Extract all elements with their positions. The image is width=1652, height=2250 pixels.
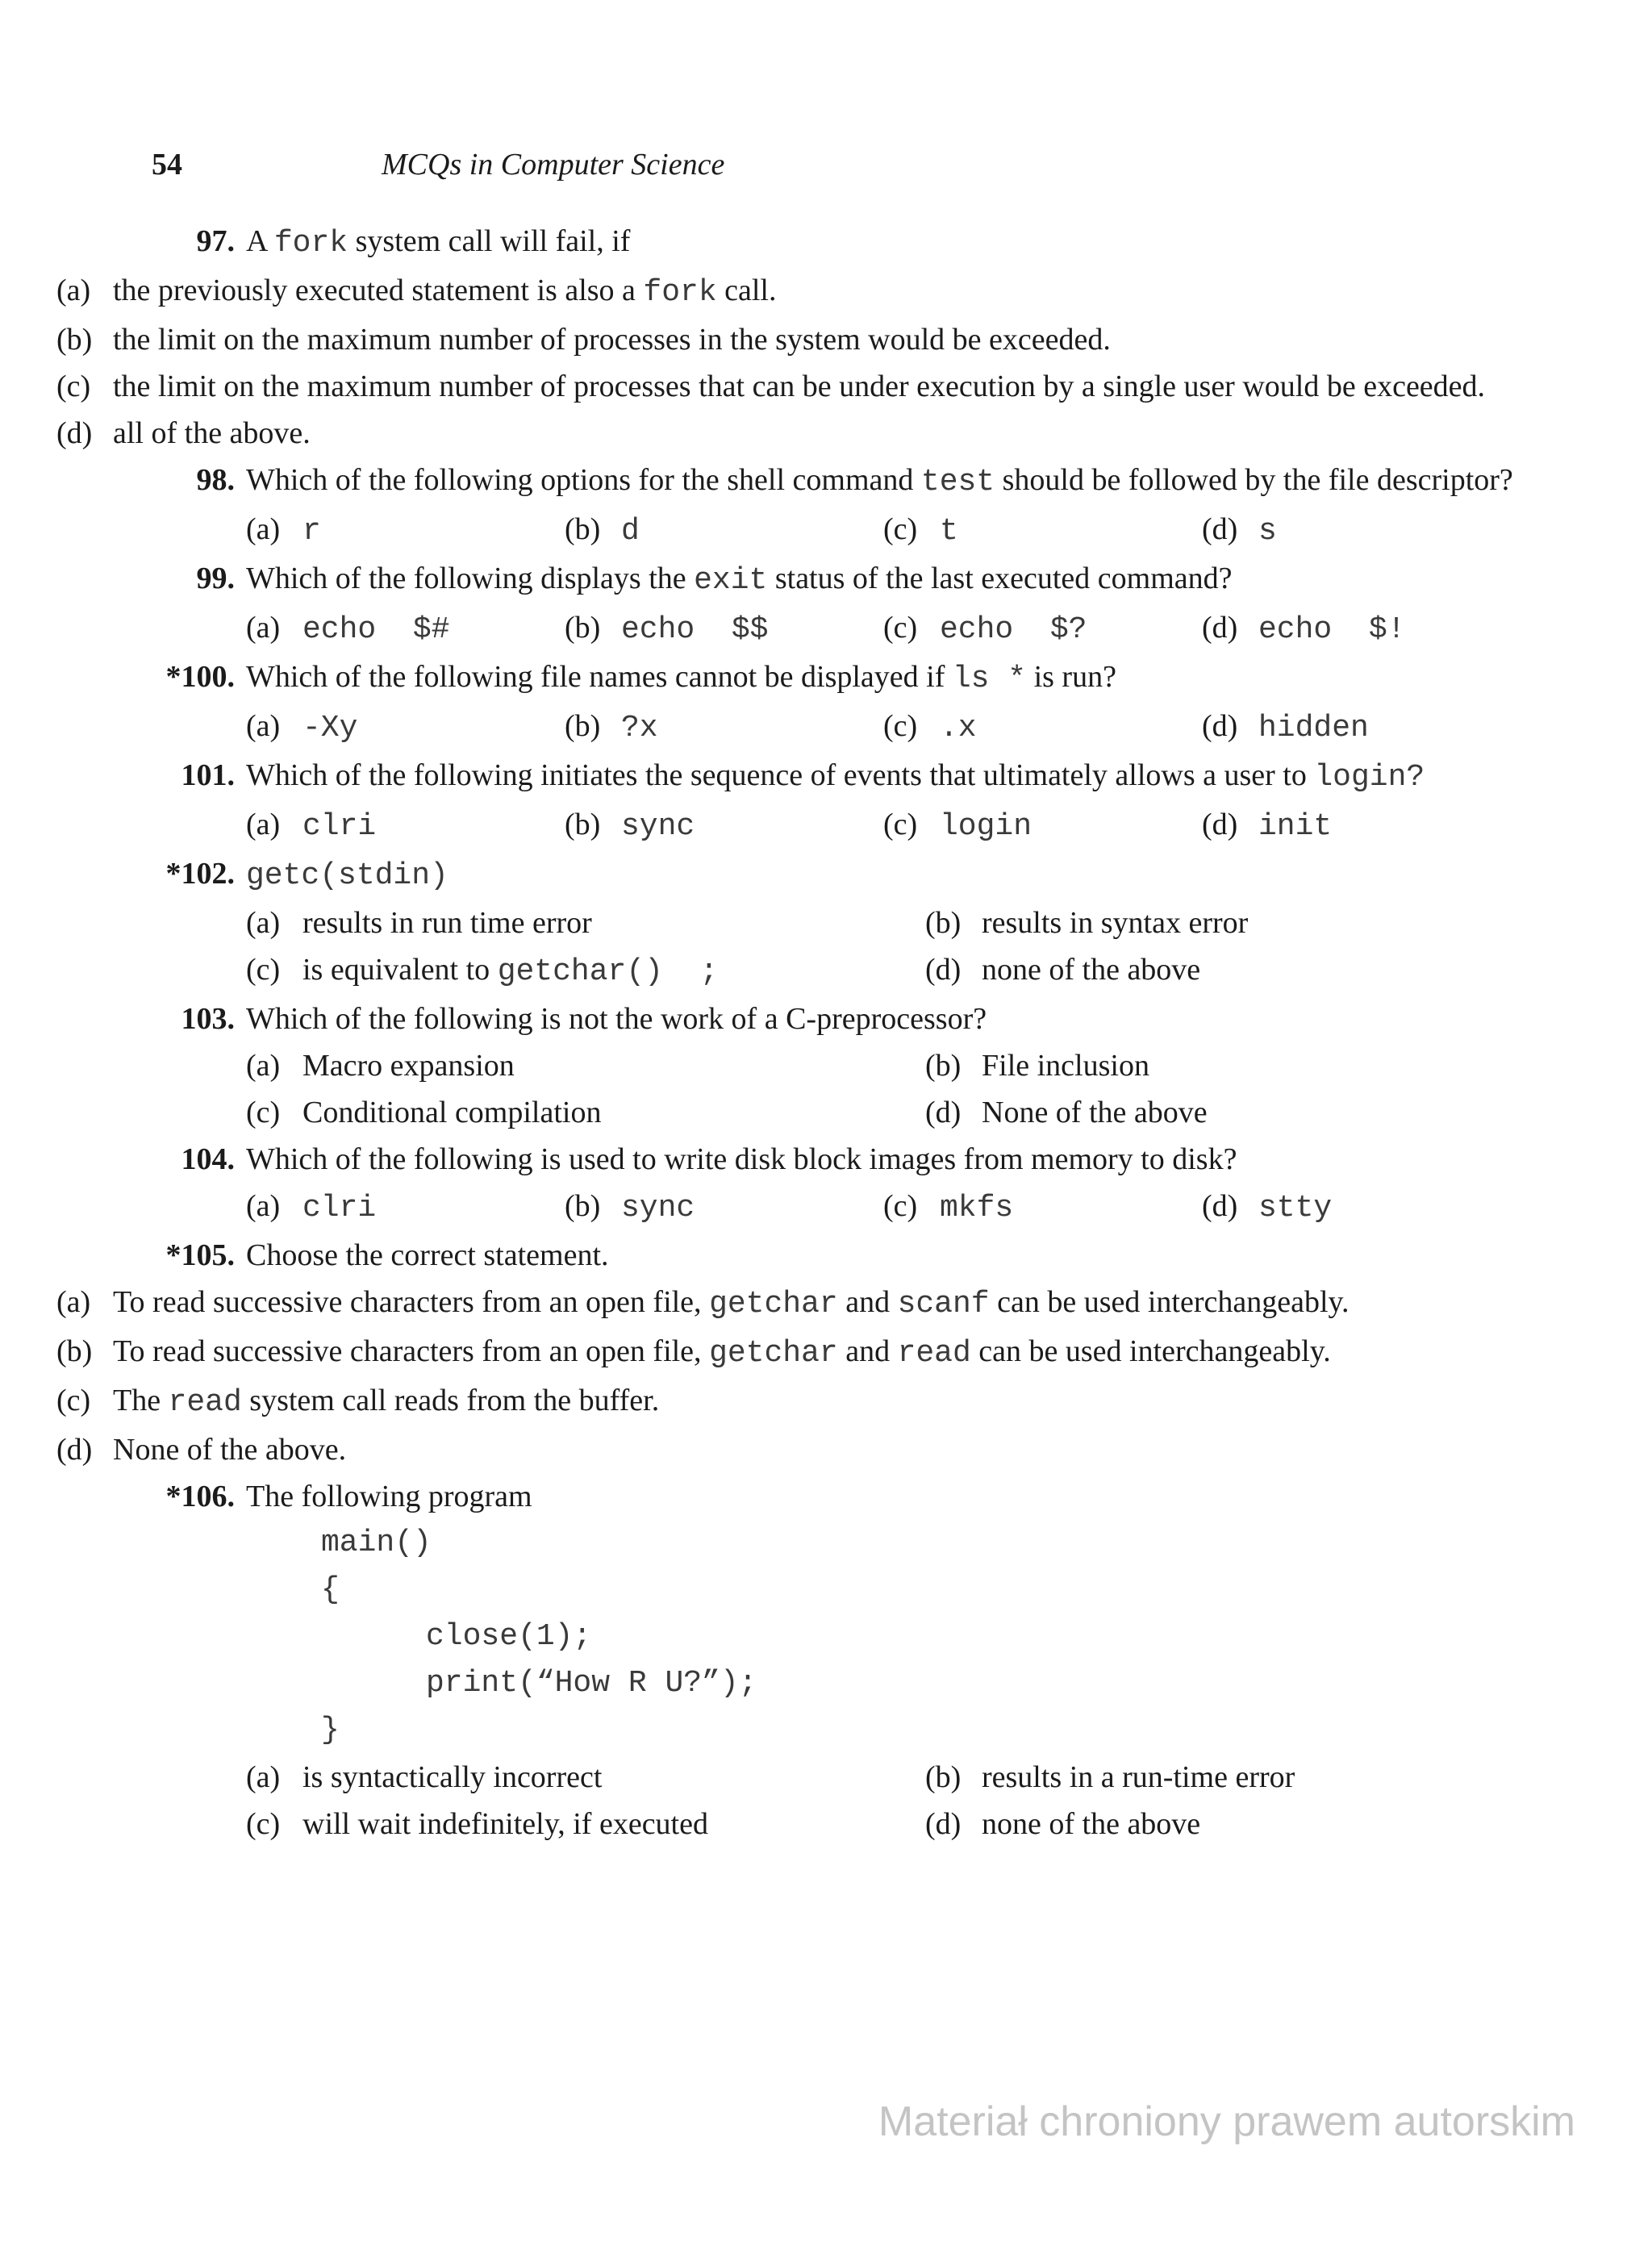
option-d: (d) None of the above. (56, 1433, 347, 1467)
question-stem: Which of the following is not the work of a C-preprocessor? (246, 1002, 987, 1036)
question-97 (196, 218, 1555, 267)
option-b: (b) ?x (565, 709, 658, 745)
options-row (246, 801, 1652, 850)
option-b: (b) results in syntax error (925, 906, 1249, 940)
option-c: (c) will wait indefinitely, if executed (246, 1807, 708, 1841)
question-number: *105. (165, 1238, 235, 1272)
question-number: 99. (196, 561, 235, 595)
option-a: (a) -Xy (246, 709, 358, 745)
option-d: (d) None of the above (925, 1096, 1208, 1129)
code-line: } (321, 1713, 340, 1747)
option-b: (b) results in a run-time error (925, 1760, 1295, 1794)
options-row (246, 604, 1652, 653)
option-c: (c) login (883, 808, 1032, 844)
question-list (0, 218, 1652, 1847)
question-101 (181, 752, 1555, 801)
question-105 (165, 1232, 1555, 1279)
option-b: (b) To read successive characters from an open file, getchar and read can be used interchangeably. (56, 1334, 1331, 1371)
option-a: (a) r (246, 512, 321, 549)
question-number: *102. (165, 857, 235, 891)
option-c: (c) t (883, 512, 958, 549)
option-d: (d) echo $! (1202, 611, 1406, 647)
question-104 (181, 1136, 1555, 1183)
options-row (246, 1042, 1652, 1089)
option-b: (b) echo $$ (565, 611, 769, 647)
option-d: (d) init (1202, 808, 1333, 844)
running-title: MCQs in Computer Science (382, 148, 725, 182)
option-d: (d) hidden (1202, 709, 1369, 745)
option-a: (a) echo $# (246, 611, 450, 647)
option-b: (b) d (565, 512, 640, 549)
option-a: (a) is syntactically incorrect (246, 1760, 603, 1794)
question-stem: Choose the correct statement. (246, 1238, 609, 1272)
question-number: 101. (181, 758, 235, 792)
question-stem: Which of the following options for the shell command test should be followed by the file descriptor? (246, 463, 1513, 499)
page-number: 54 (152, 148, 182, 182)
option-c: (c) .x (883, 709, 977, 745)
page-header (152, 147, 1555, 192)
option-d: (d) stty (1202, 1189, 1333, 1225)
question-98 (196, 457, 1555, 506)
option-b: (b) the limit on the maximum number of processes in the system would be exceeded. (56, 323, 1111, 357)
question-number: 103. (181, 1002, 235, 1036)
question-stem: Which of the following is used to write disk block images from memory to disk? (246, 1142, 1237, 1176)
question-stem: Which of the following file names cannot be displayed if ls * is run? (246, 660, 1116, 696)
code-block (321, 1520, 1652, 1754)
code-line: print(“How R U?”); (426, 1666, 757, 1701)
option-b: (b) sync (565, 808, 695, 844)
option-b: (b) File inclusion (925, 1049, 1149, 1083)
option-a: (a) clri (246, 1189, 377, 1225)
option-a: (a) Macro expansion (246, 1049, 515, 1083)
option-d: (d) s (1202, 512, 1277, 549)
question-stem: getc(stdin) (246, 858, 448, 893)
question-stem: A fork system call will fail, if (246, 224, 631, 261)
question-stem: The following program (246, 1480, 532, 1513)
question-106 (165, 1473, 1555, 1520)
question-number: 98. (196, 463, 235, 497)
question-stem: Which of the following displays the exit status of the last executed command? (246, 561, 1233, 598)
option-c: (c) echo $? (883, 611, 1087, 647)
question-102 (165, 850, 1555, 900)
option-c: (c) mkfs (883, 1189, 1014, 1225)
question-103 (181, 996, 1555, 1042)
question-number: 104. (181, 1142, 235, 1176)
code-line: main() (321, 1526, 432, 1560)
option-a: (a) clri (246, 808, 377, 844)
question-number: *100. (165, 660, 235, 694)
option-c: (c) The read system call reads from the buffer. (56, 1384, 660, 1420)
option-c: (c) is equivalent to getchar() ; (246, 953, 719, 989)
option-d: (d) all of the above. (56, 416, 311, 450)
option-b: (b) sync (565, 1189, 695, 1225)
option-a: (a) To read successive characters from an open file, getchar and scanf can be used interchangeably. (56, 1285, 1350, 1321)
options-row (246, 900, 1652, 946)
options-row (246, 1754, 1652, 1801)
option-d: (d) none of the above (925, 953, 1201, 987)
options-row (246, 506, 1652, 555)
option-c: (c) the limit on the maximum number of processes that can be under execution by a single user would be exceeded. (56, 369, 1486, 403)
option-c: (c) Conditional compilation (246, 1096, 602, 1129)
option-a: (a) the previously executed statement is also a fork call. (56, 273, 777, 310)
code-line: { (321, 1572, 340, 1607)
code-line: close(1); (426, 1619, 592, 1654)
question-number: *106. (165, 1480, 235, 1513)
option-a: (a) results in run time error (246, 906, 592, 940)
options-row (246, 946, 1652, 996)
question-number: 97. (196, 224, 235, 258)
question-99 (196, 555, 1555, 604)
options-row (246, 1183, 1652, 1232)
question-100 (165, 653, 1555, 703)
copyright-watermark: Materiał chroniony prawem autorskim (878, 2098, 1575, 2145)
options-row (246, 1801, 1652, 1847)
options-row (246, 703, 1652, 752)
question-stem: Which of the following initiates the sequence of events that ultimately allows a user to login? (246, 758, 1425, 795)
options-row (246, 1089, 1652, 1136)
option-d: (d) none of the above (925, 1807, 1201, 1841)
